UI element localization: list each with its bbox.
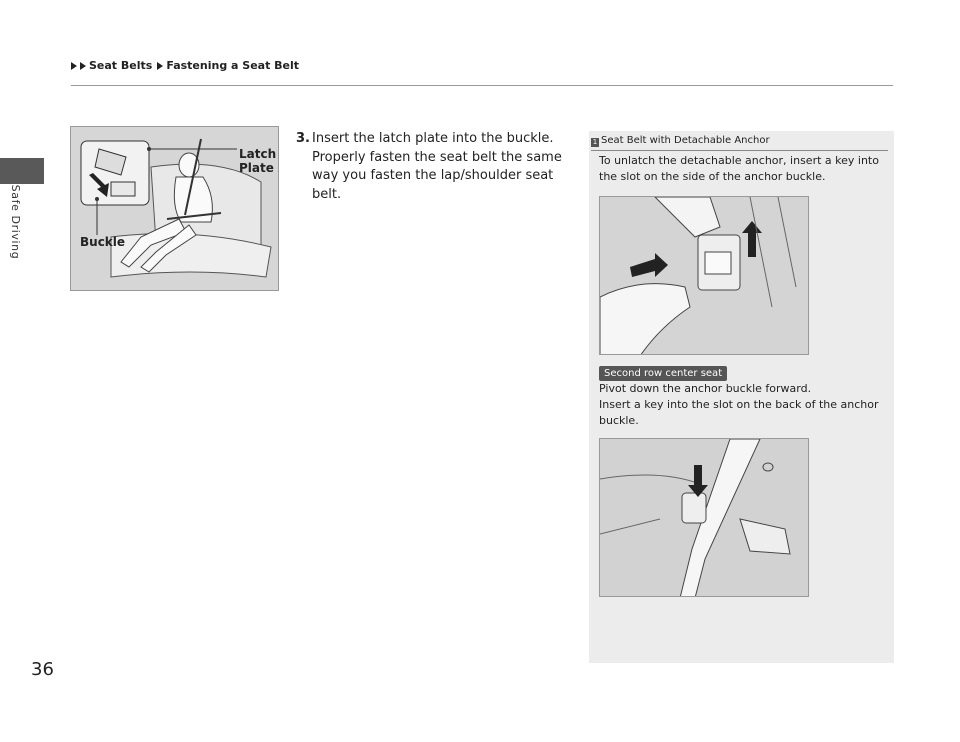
breadcrumb-arrow-icon <box>71 62 77 70</box>
breadcrumb-arrow-icon <box>157 62 163 70</box>
note-para-3: Insert a key into the slot on the back of the anchor buckle. <box>599 398 879 427</box>
page-number: 36 <box>31 659 54 680</box>
seat-position-badge: Second row center seat <box>599 366 727 381</box>
section-tab <box>0 158 44 184</box>
anchor-key-illustration <box>599 196 809 355</box>
seat-belt-illustration <box>70 126 279 291</box>
step-number: 3. <box>296 131 310 146</box>
label-buckle: Buckle <box>80 235 126 249</box>
breadcrumb-arrow-icon <box>80 62 86 70</box>
anchor-key-drawing <box>600 197 809 355</box>
note-para-1: To unlatch the detachable anchor, insert a key into the slot on the side of the anchor buckle. <box>599 154 879 183</box>
note-heading-text: Seat Belt with Detachable Anchor <box>601 135 770 146</box>
note-panel <box>589 131 894 663</box>
anchor-pivot-illustration <box>599 438 809 597</box>
breadcrumb-item-fastening: Fastening a Seat Belt <box>166 59 300 72</box>
anchor-pivot-drawing <box>600 439 809 597</box>
note-heading <box>591 135 888 151</box>
label-latch-plate: Latch Plate <box>239 147 277 175</box>
breadcrumb-item-seat-belts: Seat Belts <box>89 59 153 72</box>
breadcrumb <box>71 59 299 72</box>
note-para-2: Pivot down the anchor buckle forward. <box>599 382 812 395</box>
step-text: Insert the latch plate into the buckle. Properly fasten the seat belt the same way you fasten the lap/shoulder seat belt. <box>312 131 562 202</box>
note-marker-icon: 1 <box>592 138 598 146</box>
header-rule <box>71 85 893 86</box>
